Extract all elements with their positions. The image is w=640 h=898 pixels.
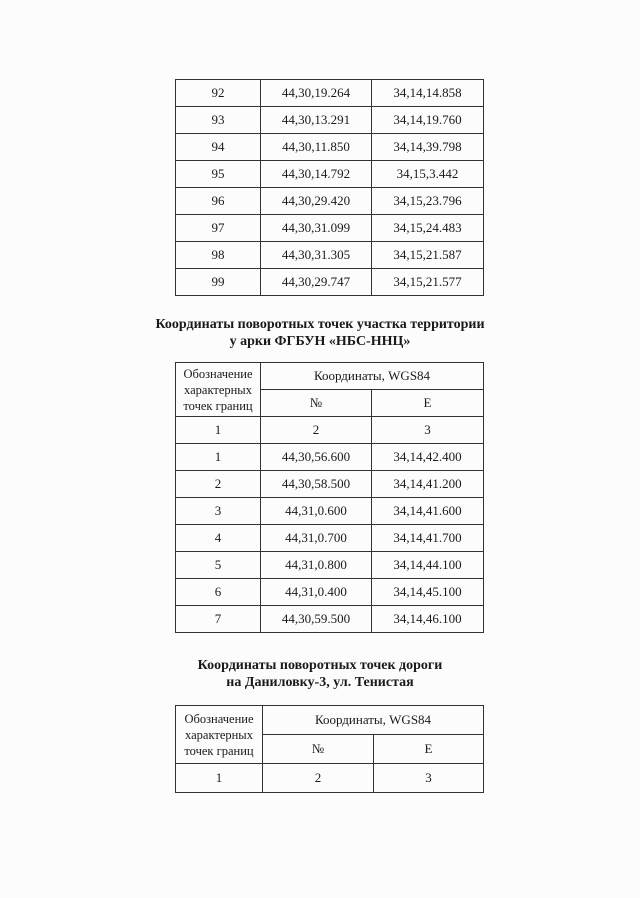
coordinates-header: Координаты, WGS84 [261,363,484,390]
table-row [176,444,484,471]
e-coordinate-cell: 34,15,21.577 [372,269,484,296]
table-row [176,134,484,161]
table-row [176,107,484,134]
table-row [176,242,484,269]
n-coordinate-cell: 44,30,59.500 [261,606,372,633]
e-coordinate-cell: 34,14,39.798 [372,134,484,161]
table-row [176,215,484,242]
n-coordinate-cell: 44,31,0.800 [261,552,372,579]
section-title-arch [0,316,640,350]
n-coordinate-cell: 44,30,56.600 [261,444,372,471]
e-coordinate-cell: 34,14,44.100 [372,552,484,579]
n-coordinate-cell: 44,30,14.792 [261,161,372,188]
column-number-1: 1 [176,417,261,444]
designation-header: Обозначение характерных точек границ [176,363,261,417]
e-coordinate-cell: 34,15,3.442 [372,161,484,188]
coordinates-table-arch [175,362,484,633]
e-column-header: Е [372,390,484,417]
point-number-cell: 3 [176,498,261,525]
table-row [176,80,484,107]
title-line-1: Координаты поворотных точек участка территории [155,317,485,332]
coordinates-table-continued [175,79,484,296]
table-row [176,552,484,579]
n-coordinate-cell: 44,30,29.420 [261,188,372,215]
n-coordinate-cell: 44,30,29.747 [261,269,372,296]
point-number-cell: 99 [176,269,261,296]
point-number-cell: 7 [176,606,261,633]
table-row [176,579,484,606]
table-row [176,471,484,498]
n-coordinate-cell: 44,30,19.264 [261,80,372,107]
e-coordinate-cell: 34,14,14.858 [372,80,484,107]
point-number-cell: 96 [176,188,261,215]
n-column-header: № [263,735,374,764]
e-column-header: Е [374,735,484,764]
table-row [176,525,484,552]
n-coordinate-cell: 44,30,58.500 [261,471,372,498]
n-coordinate-cell: 44,30,13.291 [261,107,372,134]
n-coordinate-cell: 44,30,11.850 [261,134,372,161]
n-column-header: № [261,390,372,417]
e-coordinate-cell: 34,14,46.100 [372,606,484,633]
e-coordinate-cell: 34,14,41.200 [372,471,484,498]
column-number-2: 2 [261,417,372,444]
e-coordinate-cell: 34,14,41.600 [372,498,484,525]
n-coordinate-cell: 44,31,0.700 [261,525,372,552]
coordinates-header: Координаты, WGS84 [263,706,484,735]
title-line-2: на Даниловку-3, ул. Тенистая [226,675,414,690]
n-coordinate-cell: 44,30,31.099 [261,215,372,242]
point-number-cell: 4 [176,525,261,552]
coordinates-table-road [175,705,484,793]
n-coordinate-cell: 44,30,31.305 [261,242,372,269]
point-number-cell: 93 [176,107,261,134]
column-number-1: 1 [176,764,263,793]
column-number-3: 3 [374,764,484,793]
table-body [176,444,484,633]
e-coordinate-cell: 34,14,42.400 [372,444,484,471]
table-row [176,269,484,296]
point-number-cell: 6 [176,579,261,606]
n-coordinate-cell: 44,31,0.400 [261,579,372,606]
point-number-cell: 95 [176,161,261,188]
point-number-cell: 1 [176,444,261,471]
section-title-road [0,657,640,691]
point-number-cell: 5 [176,552,261,579]
table-row [176,606,484,633]
e-coordinate-cell: 34,15,24.483 [372,215,484,242]
table-header [176,363,484,444]
table-body [176,80,484,296]
point-number-cell: 98 [176,242,261,269]
table-header [176,706,484,793]
e-coordinate-cell: 34,15,21.587 [372,242,484,269]
n-coordinate-cell: 44,31,0.600 [261,498,372,525]
table-row [176,188,484,215]
column-number-3: 3 [372,417,484,444]
table-row [176,161,484,188]
e-coordinate-cell: 34,14,41.700 [372,525,484,552]
column-number-2: 2 [263,764,374,793]
point-number-cell: 92 [176,80,261,107]
e-coordinate-cell: 34,15,23.796 [372,188,484,215]
point-number-cell: 2 [176,471,261,498]
table-row [176,498,484,525]
designation-header: Обозначение характерных точек границ [176,706,263,764]
title-line-2: у арки ФГБУН «НБС-ННЦ» [229,334,411,349]
point-number-cell: 97 [176,215,261,242]
title-line-1: Координаты поворотных точек дороги [197,658,443,673]
e-coordinate-cell: 34,14,19.760 [372,107,484,134]
e-coordinate-cell: 34,14,45.100 [372,579,484,606]
point-number-cell: 94 [176,134,261,161]
